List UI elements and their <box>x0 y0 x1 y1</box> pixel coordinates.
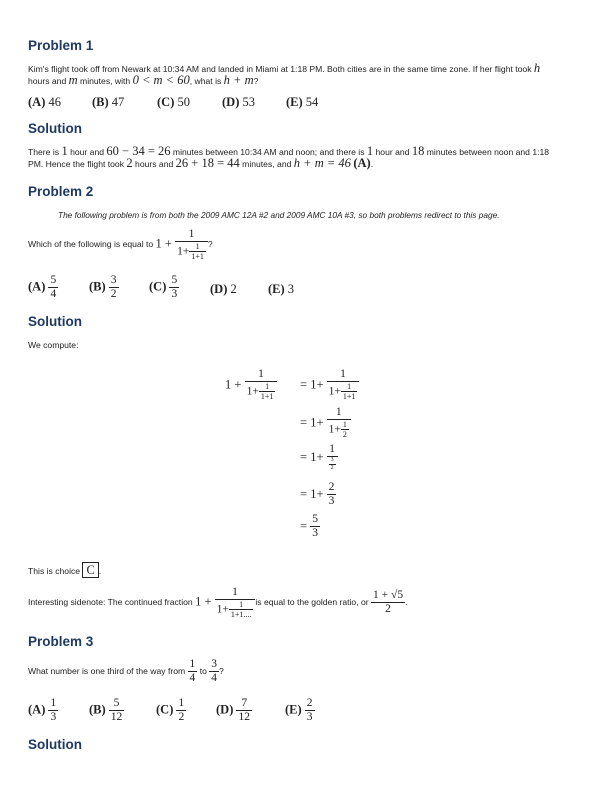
problem1-text-e: ? <box>253 76 259 86</box>
problem2-heading: Problem 2 <box>28 184 94 199</box>
choice-c: (C) $\frac{5}{3}$ <box>149 274 178 301</box>
problem1-heading: Problem 1 <box>28 38 94 53</box>
choice-b: (B) $\frac{5}{12}$ <box>89 697 123 724</box>
condition-math: 0 < m < 60 <box>132 73 190 87</box>
choice-b: (B) 47 <box>92 95 125 109</box>
choice-e: (E) $\frac{2}{3}$ <box>285 697 313 724</box>
choice-a: (A) $\frac{5}{4}$ <box>28 274 57 301</box>
choice-e: (E) 3 <box>268 282 295 296</box>
choice-b: (B) $\frac{3}{2}$ <box>89 274 117 301</box>
answer-box: C <box>82 562 98 578</box>
continued-fraction: 1 + 1 1+ $\frac{1}{1+1....}$ <box>195 586 255 620</box>
calc-line1-right: = 1+ 1 1+ $\frac{1}{1+1}$ <box>300 368 359 402</box>
sidenote: Interesting sidenote: The continued fraction 1 + 1 1+ $\frac{1}{1+1....}$ is equal to the golden ratio, or $\frac{1 + √5}{2}$ . <box>28 586 408 620</box>
problem1-text-d: , what is <box>189 76 222 86</box>
choice-a: (A) $\frac{1}{3}$ <box>28 697 57 724</box>
choice-statement: This is choice C . <box>28 563 102 577</box>
var-h: h <box>533 61 541 75</box>
choice-a: (A) 46 <box>28 95 61 109</box>
calc-line5: = $\frac{5}{3}$ <box>300 513 318 540</box>
problem3-question: What number is one third of the way from $\frac{1}{4}$ to $\frac{3}{4}$ ? <box>28 658 224 685</box>
choice-d: (D) $\frac{7}{12}$ <box>216 697 250 724</box>
problem2-solution-heading: Solution <box>28 314 82 329</box>
calc-line4: = 1+ $\frac{2}{3}$ <box>300 481 335 508</box>
problem1-solution-text: There is 1 hour and 60 − 34 = 26 minutes between 10:34 AM and noon; and there is 1 hour and 18 minutes between noon and 1:18 PM. Hence the flight took 2 hours and 26 + 18 = 44 minutes, and h + m = 46 (A). <box>28 144 550 170</box>
problem1-text <box>28 63 588 87</box>
q2-expression: 1 + 1 1+ $\frac{1}{1+1}$ <box>156 228 208 262</box>
problem2-note: The following problem is from both the 2009 AMC 12A #2 and 2009 AMC 10A #3, so both problems redirect to this page. <box>58 210 500 220</box>
problem3-solution-heading: Solution <box>28 737 82 752</box>
choice-e: (E) 54 <box>286 95 319 109</box>
problem1-text-a: Kim's flight took off from Newark at 10:34 AM and landed in Miami at 1:18 PM. Both cities are in the same time zone. If her flight took <box>28 64 532 74</box>
compute-text: We compute: <box>28 340 79 350</box>
expr-math: h + m <box>223 73 254 87</box>
choice-d: (D) 2 <box>210 282 237 296</box>
problem3-heading: Problem 3 <box>28 634 94 649</box>
choice-c: (C) $\frac{1}{2}$ <box>156 697 185 724</box>
choice-c: (C) 50 <box>157 95 190 109</box>
choice-d: (D) 53 <box>222 95 255 109</box>
problem1-solution-heading: Solution <box>28 121 82 136</box>
golden-ratio: $\frac{1 + √5}{2}$ <box>373 589 404 616</box>
var-m: m <box>68 73 78 87</box>
problem1-text-c: minutes, with <box>80 76 131 86</box>
calc-line2: = 1+ 1 1+ $\frac{1}{2}$ <box>300 406 351 440</box>
problem1-text-b: hours and <box>28 76 67 86</box>
problem2-question: Which of the following is equal to 1 + 1 1+ $\frac{1}{1+1}$ ? <box>28 228 213 262</box>
calc-line1-left: 1 + 1 1+ $\frac{1}{1+1}$ <box>225 368 277 402</box>
calc-line3: = 1+ $\frac{1}{\frac{3}{2}}$ <box>300 443 338 472</box>
